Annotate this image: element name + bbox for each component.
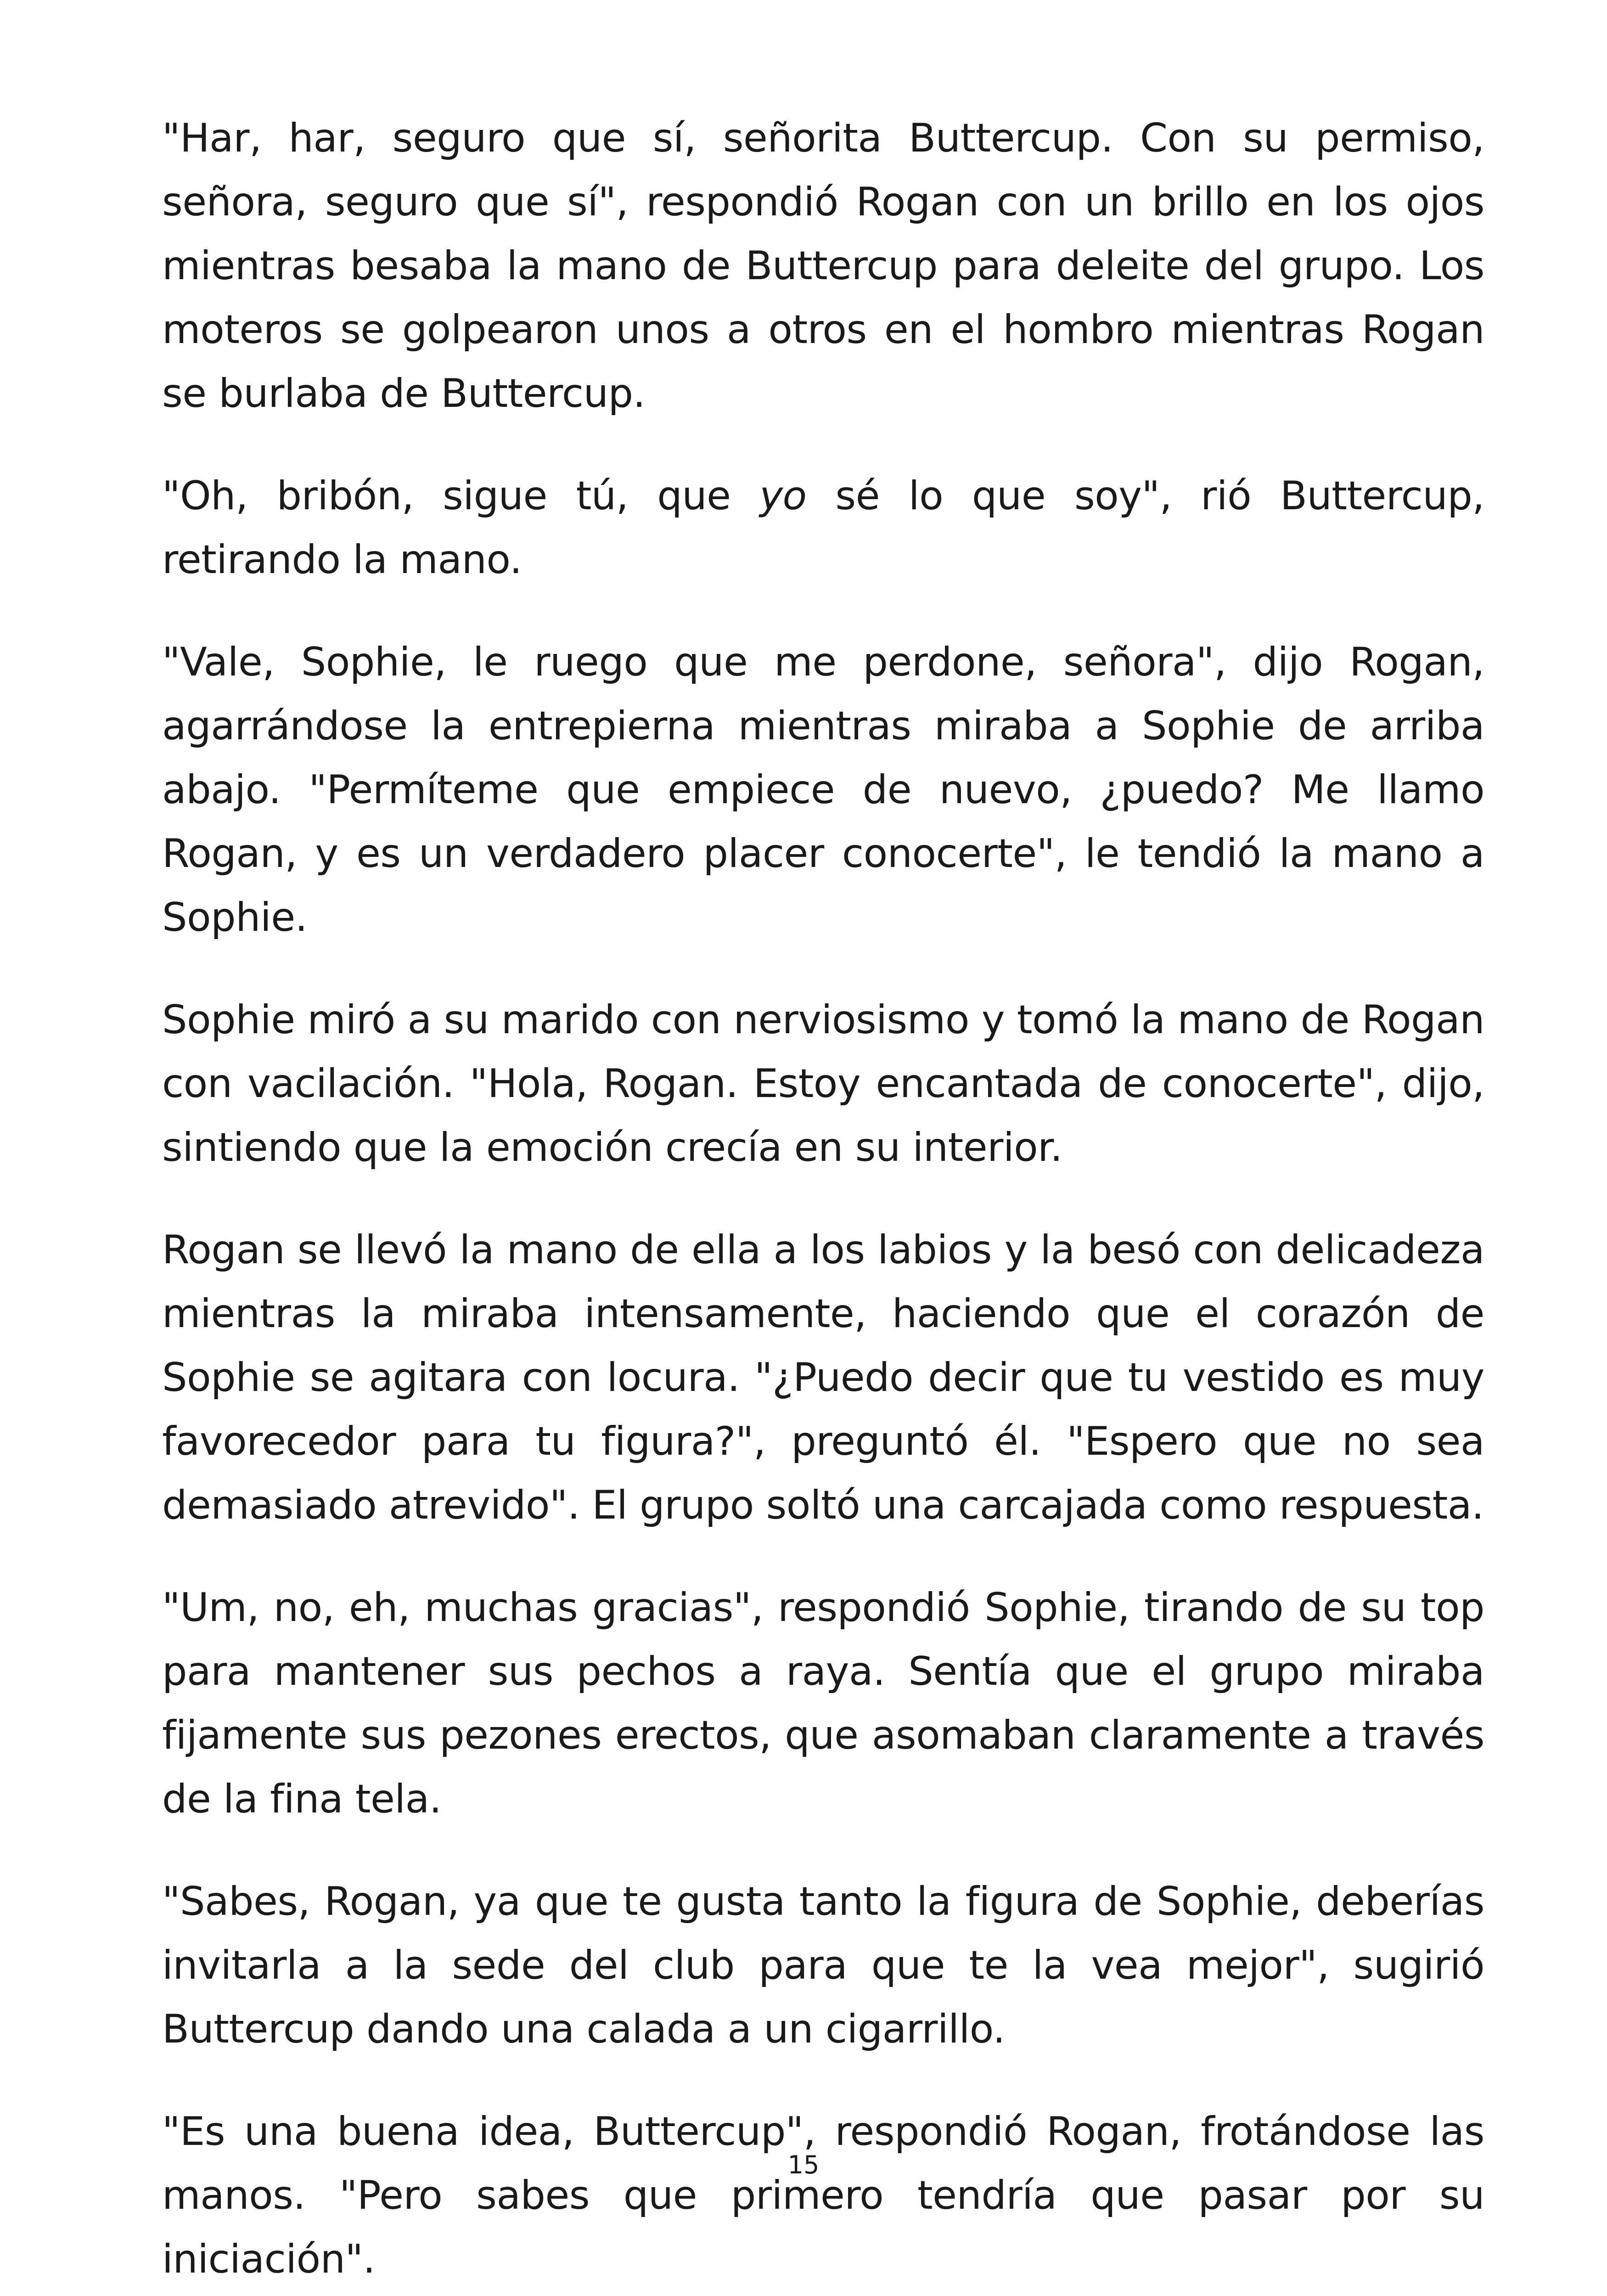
paragraph-5: Rogan se llevó la mano de ella a los labios y la besó con delicadeza mientras la miraba intensamente, haciendo que el corazón de Sophie se agitara con locura. "¿Puedo decir que tu vestido es muy favorecedor para tu figura?", preguntó él. "Espero que no sea demasiado atrevido". El grupo soltó una carcajada como respuesta. [162, 1227, 1484, 1528]
paragraph-2-text-end: sé lo que soy", rió Buttercup, retirando la mano. [162, 473, 1484, 583]
page-body [162, 107, 1484, 2296]
paragraph-2-italic-word: yo [759, 473, 807, 519]
paragraph-8: "Es una buena idea, Buttercup", respondió Rogan, frotándose las manos. "Pero sabes que primero tendría que pasar por su iniciación". [162, 2109, 1484, 2282]
page-number: 15 [787, 2150, 820, 2179]
paragraph-3: "Vale, Sophie, le ruego que me perdone, señora", dijo Rogan, agarrándose la entrepierna mientras miraba a Sophie de arriba abajo. "Permíteme que empiece de nuevo, ¿puedo? Me llamo Rogan, y es un verdadero placer conocerte", le tendió la mano a Sophie. [162, 639, 1484, 940]
paragraph-4: Sophie miró a su marido con nerviosismo y tomó la mano de Rogan con vacilación. "Hola, Rogan. Estoy encantada de conocerte", dijo, sintiendo que la emoción crecía en su interior. [162, 997, 1484, 1171]
paragraph-1: "Har, har, seguro que sí, señorita Buttercup. Con su permiso, señora, seguro que sí", respondió Rogan con un brillo en los ojos mientras besaba la mano de Buttercup para deleite del grupo. Los moteros se golpearon unos a otros en el hombro mientras Rogan se burlaba de Buttercup. [162, 115, 1484, 416]
paragraph-2 [162, 464, 1484, 592]
paragraph-7: "Sabes, Rogan, ya que te gusta tanto la figura de Sophie, deberías invitarla a la sede del club para que te la vea mejor", sugirió Buttercup dando una calada a un cigarrillo. [162, 1879, 1484, 2052]
paragraph-6: "Um, no, eh, muchas gracias", respondió Sophie, tirando de su top para mantener sus pechos a raya. Sentía que el grupo miraba fijamente sus pezones erectos, que asomaban claramente a través de la fina tela. [162, 1585, 1484, 1822]
paragraph-2-text-start: "Oh, bribón, sigue tú, que [162, 473, 760, 519]
